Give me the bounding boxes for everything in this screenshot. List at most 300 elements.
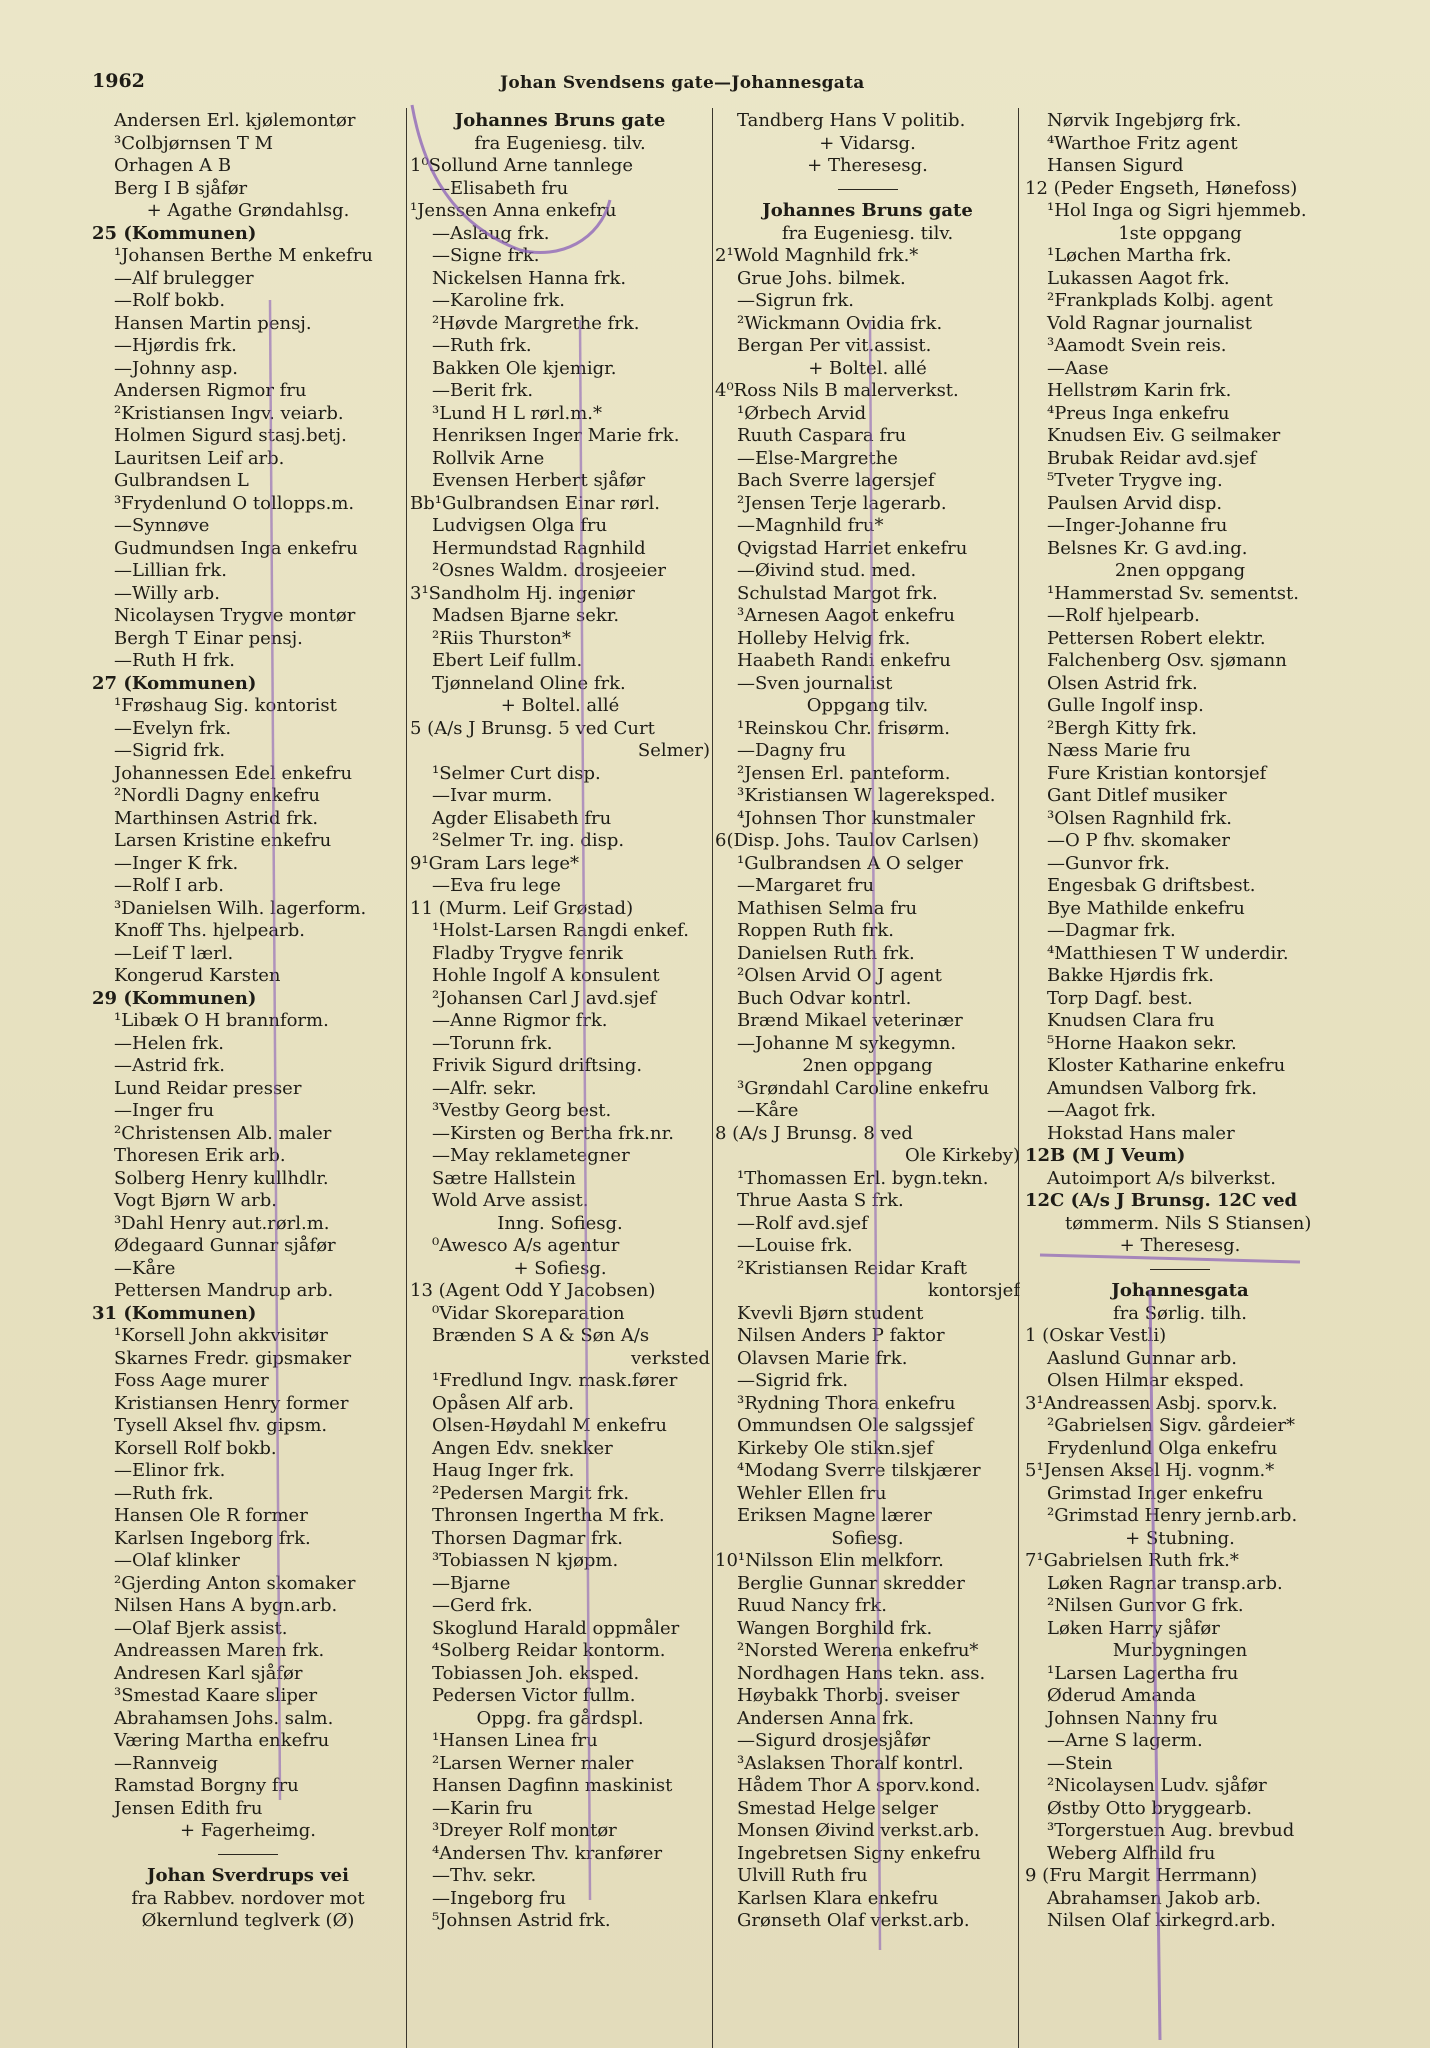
- directory-entry: ¹Hol Inga og Sigri hjemmeb.: [1047, 200, 1307, 221]
- directory-entry: ²Kristiansen Reidar Kraft: [737, 1257, 968, 1279]
- directory-entry: ³Danielsen Wilh. lagerform.: [114, 897, 367, 919]
- directory-entry: 5¹Jensen Aksel Hj. vognm.*: [1025, 1460, 1275, 1481]
- directory-entry: —Ingeborg fru: [432, 1887, 566, 1909]
- directory-entry: 2nen oppgang: [1114, 560, 1246, 581]
- directory-entry: Kristiansen Henry former: [114, 1392, 349, 1414]
- directory-entry: —Aslaug frk.: [432, 222, 550, 244]
- directory-entry: 4⁰Ross Nils B malerverkst.: [715, 380, 959, 401]
- directory-entry: Andersen Erl. kjølemontør: [114, 110, 356, 131]
- section-heading: 29 (Kommunen): [92, 987, 257, 1009]
- directory-entry: ²Nordli Dagny enkefru: [114, 785, 320, 806]
- directory-entry: Kongerud Karsten: [114, 965, 281, 986]
- directory-entry: fra Sørlig. tilh.: [1112, 1302, 1248, 1324]
- directory-entry: Haabeth Randi enkefru: [737, 650, 951, 671]
- directory-entry: ⁵Horne Haakon sekr.: [1047, 1032, 1237, 1054]
- directory-entry: —Thv. sekr.: [432, 1865, 537, 1886]
- directory-entry: Hansen Dagfinn maskinist: [432, 1775, 673, 1796]
- directory-entry: ²Johansen Carl J avd.sjef: [432, 987, 657, 1009]
- directory-entry: Amundsen Valborg frk.: [1047, 1077, 1257, 1099]
- directory-entry: Bach Sverre lagersjef: [737, 470, 935, 491]
- directory-entry: ²Norsted Werena enkefru*: [737, 1640, 979, 1661]
- directory-entry: 12 (Peder Engseth, Hønefoss): [1025, 177, 1298, 199]
- directory-entry: ¹Gulbrandsen A O selger: [737, 852, 963, 874]
- directory-entry: ⁰Awesco A/s agentur: [432, 1235, 620, 1256]
- directory-entry: Løken Ragnar transp.arb.: [1047, 1572, 1283, 1594]
- directory-entry: —Gunvor frk.: [1047, 852, 1170, 874]
- directory-entry: verksted: [631, 1347, 710, 1369]
- directory-entry: ²Osnes Waldm. drosjeeier: [432, 560, 666, 581]
- directory-entry: Thrue Aasta S frk.: [737, 1190, 904, 1211]
- directory-entry: Danielsen Ruth frk.: [737, 942, 915, 964]
- directory-entry: ¹Jenssen Anna enkefru: [410, 200, 617, 221]
- directory-entry: Sætre Hallstein: [432, 1167, 576, 1189]
- directory-entry: —Sigrid frk.: [114, 740, 226, 761]
- directory-entry: Hansen Sigurd: [1047, 155, 1184, 176]
- directory-entry: —Stein: [1047, 1752, 1113, 1774]
- column-2: [410, 110, 710, 1933]
- directory-entry: —Lillian frk.: [114, 560, 227, 581]
- directory-entry: ²Gjerding Anton skomaker: [114, 1572, 356, 1594]
- directory-entry: —Rolf avd.sjef: [737, 1212, 868, 1234]
- directory-entry: fra Rabbev. nordover mot: [131, 1887, 365, 1909]
- directory-entry: Ramstad Borgny fru: [114, 1775, 299, 1796]
- directory-entry: ²Larsen Werner maler: [432, 1752, 634, 1774]
- directory-entry: Hådem Thor A sporv.kond.: [737, 1775, 981, 1796]
- directory-entry: + Fagerheimg.: [180, 1820, 316, 1841]
- directory-entry: Brænd Mikael veterinær: [737, 1010, 963, 1031]
- directory-entry: Ebert Leif fullm.: [432, 650, 583, 671]
- directory-entry: Buch Odvar kontrl.: [737, 987, 912, 1009]
- directory-entry: Ole Kirkeby): [905, 1145, 1020, 1166]
- directory-entry: Qvigstad Harriet enkefru: [737, 537, 968, 559]
- section-heading: Johan Sverdrups vei: [147, 1865, 349, 1886]
- directory-entry: 1 (Oskar Vestli): [1025, 1325, 1167, 1346]
- directory-entry: ³Vestby Georg best.: [432, 1100, 612, 1121]
- directory-entry: + Theresesg.: [807, 155, 928, 176]
- directory-entry: ³Torgerstuen Aug. brevbud: [1047, 1820, 1295, 1841]
- directory-entry: Olavsen Marie frk.: [737, 1347, 908, 1369]
- directory-entry: 10¹Nilsson Elin melkforr.: [715, 1550, 944, 1571]
- directory-entry: —Aagot frk.: [1047, 1100, 1156, 1121]
- directory-entry: + Boltel. allé: [808, 357, 927, 379]
- directory-entry: 5 (A/s J Brunsg. 5 ved Curt: [410, 717, 655, 739]
- directory-entry: Olsen Astrid frk.: [1047, 672, 1198, 694]
- directory-entry: Skoglund Harald oppmåler: [432, 1617, 680, 1639]
- page-number: 1962: [92, 70, 145, 92]
- directory-entry: ³Kristiansen W lagereksped.: [737, 785, 996, 806]
- directory-entry: ¹Hansen Linea fru: [432, 1730, 598, 1751]
- directory-entry: —Alf brulegger: [114, 267, 254, 289]
- directory-entry: Fladby Trygve fenrik: [432, 942, 623, 964]
- directory-entry: —Leif T lærl.: [114, 942, 234, 964]
- directory-entry: ³Frydenlund O tollopps.m.: [114, 492, 355, 514]
- directory-entry: ¹Libæk O H brannform.: [114, 1010, 329, 1031]
- directory-entry: Marthinsen Astrid frk.: [114, 807, 319, 829]
- directory-entry: —Johanne M sykegymn.: [737, 1032, 957, 1054]
- directory-entry: Wehler Ellen fru: [737, 1482, 887, 1504]
- directory-entry: Olsen Hilmar eksped.: [1047, 1370, 1245, 1391]
- directory-entry: ³Olsen Ragnhild frk.: [1047, 807, 1232, 829]
- directory-entry: Brubak Reidar avd.sjef: [1047, 447, 1257, 469]
- directory-entry: 13 (Agent Odd Y Jacobsen): [410, 1280, 656, 1301]
- directory-entry: —Torunn frk.: [432, 1032, 553, 1054]
- directory-entry: ²Jensen Terje lagerarb.: [737, 492, 947, 514]
- directory-entry: Lukassen Aagot frk.: [1047, 267, 1230, 289]
- directory-entry: —Arne S lagerm.: [1047, 1730, 1203, 1751]
- directory-entry: Rollvik Arne: [432, 447, 545, 469]
- directory-entry: Weberg Alfhild fru: [1047, 1842, 1216, 1864]
- directory-entry: —Synnøve: [114, 515, 210, 536]
- directory-entry: ³Smestad Kaare sliper: [114, 1685, 318, 1706]
- directory-entry: —Gerd frk.: [432, 1595, 533, 1616]
- directory-entry: —Astrid frk.: [114, 1055, 225, 1076]
- directory-entry: —Else-Margrethe: [737, 447, 898, 469]
- directory-entry: Hansen Ole R former: [114, 1505, 308, 1526]
- directory-entry: Aaslund Gunnar arb.: [1047, 1347, 1237, 1369]
- directory-entry: ³Arnesen Aagot enkefru: [737, 605, 955, 626]
- directory-entry: Grønseth Olaf verkst.arb.: [737, 1910, 970, 1931]
- directory-entry: ²Nicolaysen Ludv. sjåfør: [1047, 1775, 1267, 1796]
- directory-entry: Bb¹Gulbrandsen Einar rørl.: [410, 492, 660, 514]
- directory-entry: —Ruth frk.: [432, 335, 532, 356]
- directory-entry: Mathisen Selma fru: [737, 897, 918, 919]
- directory-entry: Bergan Per vit.assist.: [737, 335, 932, 356]
- directory-entry: 3¹Sandholm Hj. ingeniør: [410, 582, 635, 604]
- directory-entry: 8 (A/s J Brunsg. 8 ved: [715, 1122, 913, 1144]
- directory-entry: 1ste oppgang: [1118, 222, 1242, 244]
- directory-entry: Andersen Rigmor fru: [114, 380, 307, 401]
- directory-entry: 1⁰Sollund Arne tannlege: [410, 155, 634, 176]
- directory-entry: Agder Elisabeth fru: [432, 807, 612, 829]
- directory-entry: ⁴Preus Inga enkefru: [1047, 402, 1230, 424]
- directory-entry: Fure Kristian kontorsjef: [1047, 762, 1267, 784]
- directory-entry: Henriksen Inger Marie frk.: [432, 425, 680, 446]
- section-divider: [715, 178, 1020, 201]
- directory-entry: Gudmundsen Inga enkefru: [114, 537, 358, 559]
- directory-entry: ⁴Warthoe Fritz agent: [1047, 132, 1238, 154]
- directory-entry: Bakken Ole kjemigr.: [432, 357, 617, 379]
- directory-entry: Tjønneland Oline frk.: [432, 672, 626, 694]
- page-title: Johan Svendsens gate—Johannesgata: [500, 73, 865, 93]
- directory-entry: Andreassen Maren frk.: [114, 1640, 325, 1661]
- directory-entry: Berg I B sjåfør: [114, 177, 248, 199]
- directory-entry: Skarnes Fredr. gipsmaker: [114, 1347, 352, 1369]
- directory-entry: —May reklametegner: [432, 1145, 630, 1166]
- section-heading: 27 (Kommunen): [92, 672, 257, 694]
- directory-entry: ⁵Tveter Trygve ing.: [1047, 470, 1223, 491]
- directory-entry: Johannessen Edel enkefru: [114, 762, 353, 784]
- directory-entry: Knudsen Eiv. G seilmaker: [1047, 425, 1281, 446]
- directory-entry: —Sigurd drosjesjåfør: [737, 1730, 931, 1751]
- directory-entry: —Kirsten og Bertha frk.nr.: [432, 1122, 674, 1144]
- directory-entry: Nicolaysen Trygve montør: [114, 605, 356, 626]
- directory-entry: + Agathe Grøndahlsg.: [146, 200, 350, 221]
- directory-entry: ³Colbjørnsen T M: [114, 132, 274, 154]
- column-1: [92, 110, 404, 1933]
- directory-entry: Engesbak G driftsbest.: [1047, 875, 1256, 896]
- directory-entry: Oppgang tilv.: [806, 695, 929, 716]
- directory-entry: Hansen Martin pensj.: [114, 312, 312, 334]
- directory-entry: Pettersen Mandrup arb.: [114, 1280, 334, 1301]
- directory-entry: ¹Hammerstad Sv. sementst.: [1047, 582, 1299, 604]
- directory-entry: Frivik Sigurd driftsing.: [432, 1055, 643, 1076]
- directory-entry: Vogt Bjørn W arb.: [114, 1190, 278, 1211]
- directory-entry: Thorsen Dagmar frk.: [432, 1527, 623, 1549]
- directory-entry: Grimstad Inger enkefru: [1047, 1482, 1264, 1504]
- directory-entry: 7¹Gabrielsen Ruth frk.*: [1025, 1550, 1239, 1571]
- directory-entry: Sofiesg.: [831, 1527, 904, 1549]
- directory-entry: ²Christensen Alb. maler: [114, 1122, 332, 1144]
- section-heading: Johannes Bruns gate: [454, 110, 666, 131]
- directory-entry: —Karin fru: [432, 1797, 533, 1819]
- directory-entry: Gulle Ingolf insp.: [1047, 695, 1204, 716]
- directory-entry: Abrahamsen Johs. salm.: [114, 1707, 334, 1729]
- directory-entry: ²Kristiansen Ingv. veiarb.: [114, 402, 344, 424]
- directory-entry: —Ivar murm.: [432, 785, 553, 806]
- directory-entry: ¹Korsell John akkvisitør: [114, 1325, 328, 1346]
- directory-entry: + Sofiesg.: [513, 1257, 607, 1279]
- directory-entry: Væring Martha enkefru: [114, 1730, 330, 1751]
- section-heading: 31 (Kommunen): [92, 1302, 257, 1324]
- directory-entry: Hermundstad Ragnhild: [432, 537, 646, 559]
- directory-entry: Paulsen Arvid disp.: [1047, 492, 1223, 514]
- directory-entry: ³Dreyer Rolf montør: [432, 1820, 617, 1841]
- directory-entry: Johnsen Nanny fru: [1047, 1707, 1218, 1729]
- directory-entry: Kvevli Bjørn student: [737, 1302, 924, 1324]
- directory-entry: —Olaf klinker: [114, 1550, 240, 1571]
- directory-entry: —Rolf I arb.: [114, 875, 224, 896]
- directory-entry: —Dagny fru: [737, 740, 847, 761]
- directory-entry: ⁴Johnsen Thor kunstmaler: [737, 807, 975, 829]
- directory-entry: ³Aslaksen Thoralf kontrl.: [737, 1752, 964, 1774]
- directory-entry: Abrahamsen Jakob arb.: [1047, 1887, 1261, 1909]
- directory-entry: Ingebretsen Signy enkefru: [737, 1842, 981, 1864]
- directory-entry: ¹Fredlund Ingv. mask.fører: [432, 1370, 678, 1391]
- directory-entry: ²Nilsen Gunvor G frk.: [1047, 1595, 1244, 1616]
- directory-entry: tømmerm. Nils S Stiansen): [1065, 1212, 1312, 1234]
- directory-entry: Olsen-Høydahl M enkefru: [432, 1415, 667, 1436]
- column-rule: [406, 108, 407, 2048]
- directory-entry: Andersen Anna frk.: [737, 1707, 915, 1729]
- directory-entry: ²Selmer Tr. ing. disp.: [432, 830, 625, 851]
- directory-entry: Gant Ditlef musiker: [1047, 785, 1227, 806]
- column-rule: [712, 108, 713, 2048]
- directory-entry: Hohle Ingolf A konsulent: [432, 965, 660, 986]
- directory-entry: ³Rydning Thora enkefru: [737, 1392, 956, 1414]
- section-heading: Johannes Bruns gate: [762, 200, 973, 221]
- directory-entry: Tandberg Hans V politib.: [737, 110, 966, 131]
- directory-entry: Nickelsen Hanna frk.: [432, 267, 627, 289]
- directory-entry: —Sigrid frk.: [737, 1370, 849, 1391]
- directory-entry: —Hjørdis frk.: [114, 335, 237, 356]
- directory-entry: Roppen Ruth frk.: [737, 920, 894, 941]
- directory-entry: fra Eugeniesg. tilv.: [474, 132, 646, 154]
- directory-entry: Holmen Sigurd stasj.betj.: [114, 425, 347, 446]
- directory-entry: —Aase: [1047, 357, 1109, 379]
- directory-entry: Knudsen Clara fru: [1047, 1010, 1215, 1031]
- section-heading: Johannesgata: [1111, 1280, 1249, 1301]
- directory-entry: —Sven journalist: [737, 672, 893, 694]
- directory-entry: Eriksen Magne lærer: [737, 1505, 932, 1526]
- directory-entry: —Elisabeth fru: [432, 177, 569, 199]
- directory-entry: + Vidarsg.: [819, 132, 916, 154]
- directory-entry: —Helen frk.: [114, 1032, 224, 1054]
- section-divider: [1025, 1258, 1335, 1281]
- directory-entry: Falchenberg Osv. sjømann: [1047, 650, 1287, 671]
- directory-entry: —Inger K frk.: [114, 852, 239, 874]
- directory-entry: Knoff Ths. hjelpearb.: [114, 920, 306, 941]
- directory-entry: Orhagen A B: [114, 155, 232, 176]
- directory-entry: Ulvill Ruth fru: [737, 1865, 868, 1886]
- directory-entry: —Bjarne: [432, 1572, 511, 1594]
- directory-entry: Solberg Henry kullhdlr.: [114, 1167, 329, 1189]
- directory-entry: 2nen oppgang: [802, 1055, 933, 1076]
- directory-entry: ³Lund H L rørl.m.*: [432, 402, 603, 424]
- directory-entry: ¹Reinskou Chr. frisørm.: [737, 717, 950, 739]
- directory-entry: Nilsen Hans A bygn.arb.: [114, 1595, 338, 1616]
- directory-entry: Lauritsen Leif arb.: [114, 447, 285, 469]
- directory-entry: ¹Løchen Martha frk.: [1047, 245, 1232, 266]
- directory-entry: Karlsen Ingeborg frk.: [114, 1527, 311, 1549]
- directory-entry: Lund Reidar presser: [114, 1077, 302, 1099]
- directory-entry: Pedersen Victor fullm.: [432, 1685, 636, 1706]
- directory-entry: 6(Disp. Johs. Taulov Carlsen): [715, 830, 979, 851]
- column-3: [715, 110, 1020, 1933]
- directory-entry: Gulbrandsen L: [114, 470, 249, 491]
- directory-entry: —Sigrun frk.: [737, 290, 855, 311]
- directory-entry: —Anne Rigmor frk.: [432, 1010, 608, 1031]
- directory-entry: Foss Aage murer: [114, 1370, 269, 1391]
- directory-entry: 2¹Wold Magnhild frk.*: [715, 245, 919, 266]
- directory-entry: ⁴Matthiesen T W underdir.: [1047, 942, 1289, 964]
- directory-entry: Evensen Herbert sjåfør: [432, 470, 646, 491]
- directory-entry: ¹Selmer Curt disp.: [432, 762, 601, 784]
- directory-entry: Hellstrøm Karin frk.: [1047, 380, 1232, 401]
- directory-entry: Karlsen Klara enkefru: [737, 1887, 939, 1909]
- section-divider: [92, 1843, 404, 1866]
- directory-entry: Smestad Helge selger: [737, 1797, 938, 1819]
- directory-entry: —Alfr. sekr.: [432, 1077, 537, 1099]
- directory-entry: Bergh T Einar pensj.: [114, 627, 303, 649]
- section-heading: 12B (M J Veum): [1025, 1145, 1186, 1166]
- directory-entry: —Signe frk.: [432, 245, 540, 266]
- directory-entry: Næss Marie fru: [1047, 740, 1191, 761]
- directory-entry: —Karoline frk.: [432, 290, 565, 311]
- directory-entry: ¹Johansen Berthe M enkefru: [114, 245, 373, 266]
- directory-entry: Madsen Bjarne sekr.: [432, 605, 620, 626]
- section-heading: 12C (A/s J Brunsg. 12C ved: [1025, 1190, 1298, 1211]
- directory-entry: ³Tobiassen N kjøpm.: [432, 1550, 619, 1571]
- directory-entry: —Louise frk.: [737, 1235, 853, 1256]
- directory-entry: 9 (Fru Margit Herrmann): [1025, 1865, 1258, 1886]
- directory-entry: ²Grimstad Henry jernb.arb.: [1047, 1505, 1298, 1526]
- directory-entry: Høybakk Thorbj. sveiser: [737, 1685, 960, 1706]
- directory-entry: ¹Frøshaug Sig. kontorist: [114, 695, 337, 716]
- directory-entry: ⁰Vidar Skoreparation: [432, 1302, 625, 1324]
- directory-entry: —O P fhv. skomaker: [1047, 830, 1230, 851]
- directory-entry: Selmer): [637, 740, 710, 761]
- directory-entry: ⁴Andersen Thv. kranfører: [432, 1842, 663, 1864]
- directory-entry: ²Olsen Arvid O J agent: [737, 965, 942, 986]
- directory-entry: Tysell Aksel fhv. gipsm.: [114, 1415, 328, 1436]
- directory-entry: Nilsen Olaf kirkegrd.arb.: [1047, 1910, 1276, 1931]
- directory-entry: Kirkeby Ole stikn.sjef: [737, 1437, 934, 1459]
- directory-entry: Hokstad Hans maler: [1047, 1122, 1235, 1144]
- directory-entry: Ruuth Caspara fru: [737, 425, 907, 446]
- directory-entry: —Elinor frk.: [114, 1460, 226, 1481]
- directory-entry: ¹Holst-Larsen Rangdi enkef.: [432, 920, 689, 941]
- directory-entry: —Olaf Bjerk assist.: [114, 1617, 288, 1639]
- directory-entry: ¹Ørbech Arvid: [737, 402, 867, 424]
- directory-entry: —Kåre: [737, 1100, 799, 1121]
- directory-entry: —Rolf bokb.: [114, 290, 226, 311]
- directory-entry: Pettersen Robert elektr.: [1047, 627, 1266, 649]
- directory-entry: Østby Otto bryggearb.: [1047, 1797, 1252, 1819]
- directory-entry: Tobiassen Joh. eksped.: [432, 1662, 640, 1684]
- directory-entry: Torp Dagf. best.: [1047, 987, 1193, 1009]
- directory-entry: ¹Larsen Lagertha fru: [1047, 1662, 1239, 1684]
- directory-entry: Belsnes Kr. G avd.ing.: [1047, 537, 1248, 559]
- directory-entry: —Berit frk.: [432, 380, 534, 401]
- directory-entry: + Theresesg.: [1119, 1235, 1241, 1256]
- directory-entry: ²Wickmann Ovidia frk.: [737, 312, 943, 334]
- directory-entry: Inng. Sofiesg.: [497, 1212, 623, 1234]
- directory-entry: ⁵Johnsen Astrid frk.: [432, 1910, 611, 1931]
- directory-entry: —Eva fru lege: [432, 875, 561, 896]
- directory-entry: + Boltel. allé: [500, 695, 620, 716]
- directory-entry: kontorsjef: [927, 1280, 1020, 1301]
- directory-entry: Vold Ragnar journalist: [1047, 312, 1252, 334]
- directory-entry: ²Riis Thurston*: [432, 627, 571, 649]
- directory-entry: —Dagmar frk.: [1047, 920, 1176, 941]
- directory-entry: Nordhagen Hans tekn. ass.: [737, 1662, 986, 1684]
- directory-entry: ²Gabrielsen Sigv. gårdeier*: [1047, 1415, 1295, 1436]
- directory-entry: Økernlund teglverk (Ø): [141, 1910, 355, 1931]
- column-4: [1025, 110, 1335, 1933]
- directory-entry: ²Bergh Kitty frk.: [1047, 717, 1197, 739]
- directory-entry: Andresen Karl sjåfør: [114, 1662, 303, 1684]
- directory-entry: —Johnny asp.: [114, 357, 238, 379]
- directory-entry: 9¹Gram Lars lege*: [410, 852, 580, 874]
- directory-entry: —Øivind stud. med.: [737, 560, 917, 581]
- directory-entry: + Stubning.: [1125, 1527, 1235, 1549]
- directory-entry: —Willy arb.: [114, 582, 220, 604]
- directory-entry: Schulstad Margot frk.: [737, 582, 938, 604]
- directory-entry: ³Grøndahl Caroline enkefru: [737, 1077, 990, 1099]
- directory-entry: Berglie Gunnar skredder: [737, 1572, 965, 1594]
- directory-entry: Brænden S A & Søn A/s: [432, 1325, 650, 1346]
- directory-entry: Murbygningen: [1112, 1640, 1248, 1661]
- directory-entry: Ruud Nancy frk.: [737, 1595, 887, 1616]
- directory-entry: Korsell Rolf bokb.: [114, 1437, 277, 1459]
- directory-entry: ³Aamodt Svein reis.: [1047, 335, 1227, 356]
- directory-entry: ¹Thomassen Erl. bygn.tekn.: [737, 1167, 989, 1189]
- directory-entry: 11 (Murm. Leif Grøstad): [410, 897, 634, 919]
- directory-entry: Oppg. fra gårdspl.: [476, 1707, 644, 1729]
- directory-entry: Wold Arve assist.: [432, 1190, 589, 1211]
- directory-entry: ²Høvde Margrethe frk.: [432, 312, 640, 334]
- directory-entry: Opåsen Alf arb.: [432, 1392, 574, 1414]
- directory-entry: Larsen Kristine enkefru: [114, 830, 332, 851]
- directory-entry: ²Frankplads Kolbj. agent: [1047, 290, 1273, 311]
- section-heading: 25 (Kommunen): [92, 222, 257, 244]
- directory-entry: Øderud Amanda: [1047, 1685, 1197, 1706]
- directory-entry: —Evelyn frk.: [114, 717, 232, 739]
- directory-entry: Ødegaard Gunnar sjåfør: [114, 1235, 336, 1256]
- directory-entry: Thronsen Ingertha M frk.: [432, 1505, 665, 1526]
- directory-entry: Holleby Helvig frk.: [737, 627, 911, 649]
- directory-entry: ²Jensen Erl. panteform.: [737, 762, 951, 784]
